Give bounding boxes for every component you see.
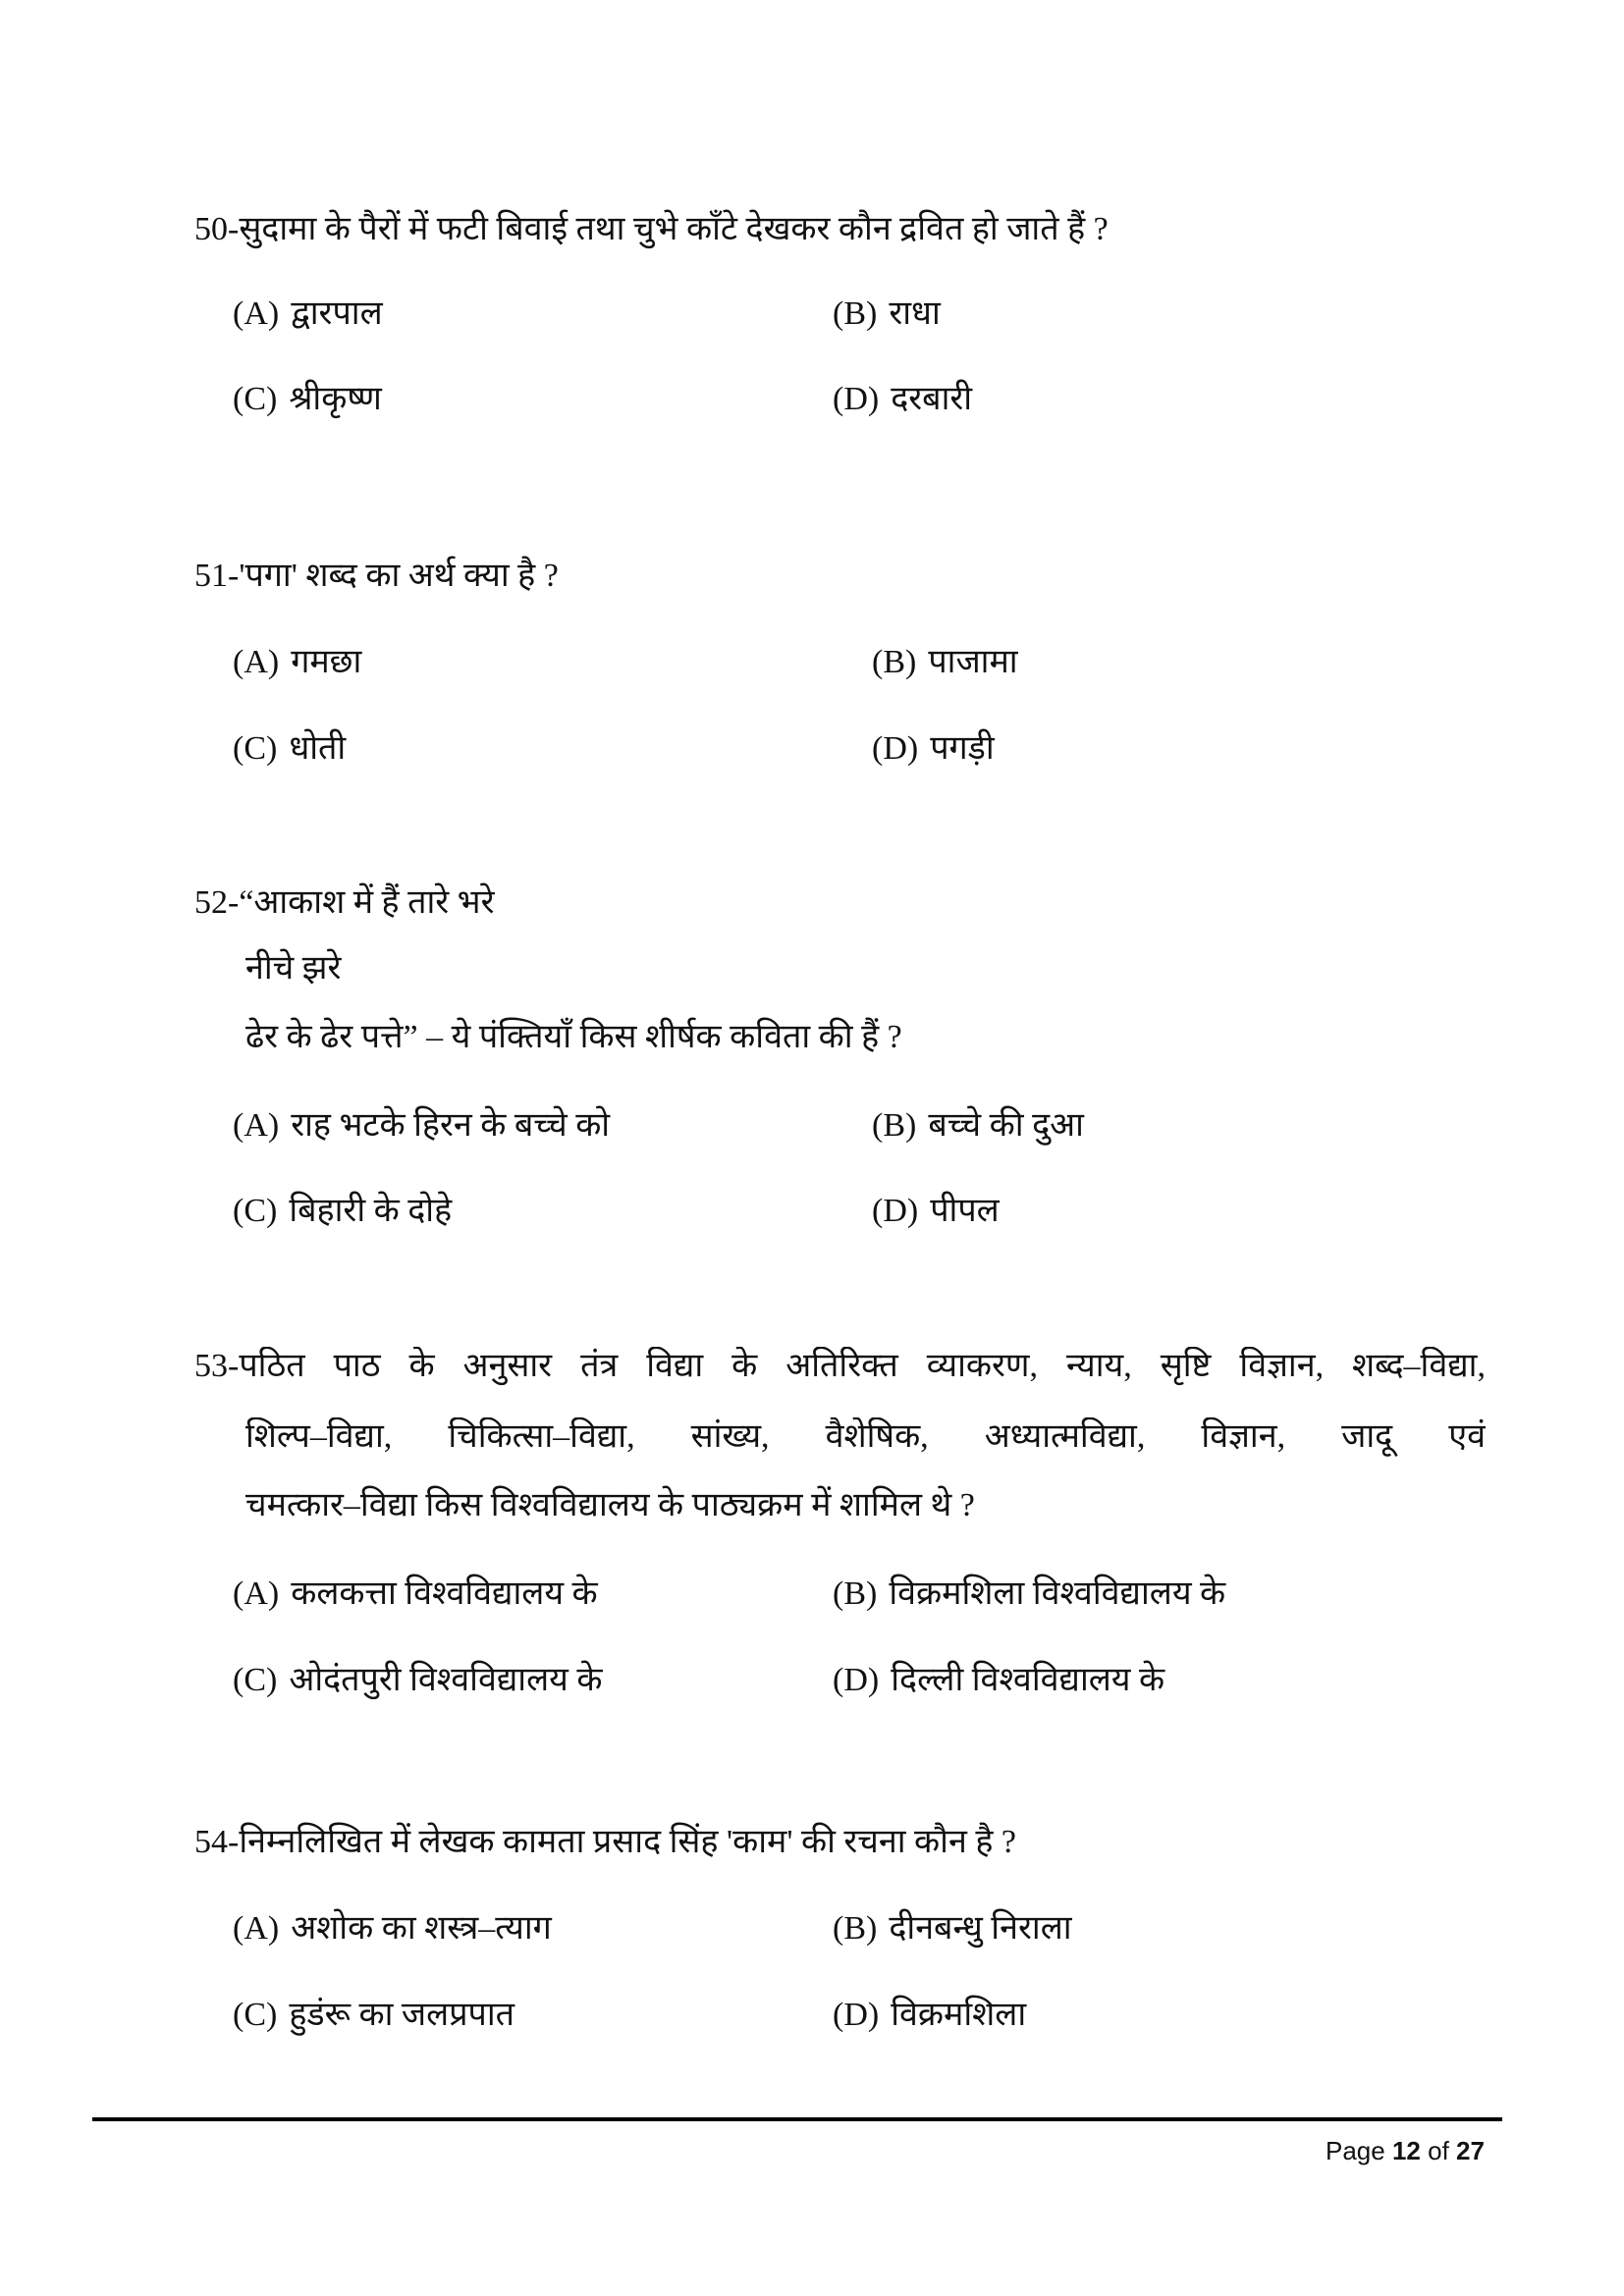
- option-d: [872, 729, 995, 769]
- option-d: [833, 1996, 1026, 2035]
- option-text: बिहारी के दोहे: [289, 1193, 453, 1229]
- question-line-3: चमत्कार–विद्या किस विश्वविद्यालय के पाठ्यक्रम में शामिल थे ?: [245, 1487, 975, 1523]
- option-letter: (A): [233, 1575, 280, 1612]
- option-d: [872, 1192, 1000, 1231]
- option-a: [233, 294, 383, 334]
- option-text: कलकत्ता विश्वविद्यालय के: [291, 1575, 598, 1612]
- option-b: [872, 1106, 1084, 1146]
- current-page: 12: [1391, 2136, 1421, 2165]
- footer-divider: [92, 2117, 1502, 2121]
- question-number: 51-: [194, 558, 240, 594]
- option-letter: (D): [833, 381, 880, 417]
- option-b: [833, 1575, 1225, 1614]
- option-c: [233, 729, 346, 769]
- option-letter: (B): [872, 644, 917, 680]
- option-a: [233, 1106, 610, 1146]
- option-text: दीनबन्धु निराला: [889, 1910, 1072, 1947]
- option-letter: (B): [833, 295, 878, 332]
- question-line: 'पगा' शब्द का अर्थ क्या है ?: [239, 558, 559, 594]
- question-text: [194, 1347, 1486, 1386]
- question-text: [194, 557, 559, 596]
- option-letter: (A): [233, 295, 280, 332]
- option-letter: (C): [233, 1193, 278, 1229]
- option-text: पगड़ी: [930, 730, 995, 767]
- option-letter: (D): [833, 1997, 880, 2033]
- option-text: विक्रमशिला विश्वविद्यालय के: [889, 1575, 1226, 1612]
- option-letter: (A): [233, 1910, 280, 1947]
- option-letter: (A): [233, 1107, 280, 1144]
- option-text: पाजामा: [928, 644, 1018, 680]
- question-line-3: ढेर के ढेर पत्ते” – ये पंक्तियाँ किस शीर्षक कविता की हैं ?: [245, 1019, 902, 1055]
- question-number: 54-: [194, 1824, 240, 1860]
- option-a: [233, 1575, 598, 1614]
- option-text: पीपल: [930, 1193, 1000, 1229]
- option-c: [233, 380, 382, 419]
- option-d: [833, 380, 972, 419]
- option-text: विक्रमशिला: [891, 1997, 1027, 2033]
- option-letter: (B): [833, 1910, 878, 1947]
- option-text: दरबारी: [891, 381, 973, 417]
- option-text: गमछा: [291, 644, 362, 680]
- option-text: हुडंरू का जलप्रपात: [289, 1997, 515, 2033]
- question-line-2: नीचे झरे: [245, 950, 342, 987]
- option-b: [872, 643, 1018, 682]
- option-letter: (A): [233, 644, 280, 680]
- page-number: [1326, 2136, 1485, 2165]
- option-text: बच्चे की दुआ: [928, 1107, 1084, 1144]
- option-letter: (D): [872, 1193, 919, 1229]
- question-line: निम्नलिखित में लेखक कामता प्रसाद सिंह 'काम' की रचना कौन है ?: [239, 1824, 1016, 1860]
- of-label: of: [1428, 2136, 1449, 2165]
- option-letter: (D): [872, 730, 919, 767]
- option-text: द्वारपाल: [291, 295, 383, 332]
- question-line-2: शिल्प–विद्या, चिकित्सा–विद्या, सांख्य, वैशेषिक, अध्यात्मविद्या, विज्ञान, जादू एवं: [245, 1418, 1486, 1455]
- question-number: 53-: [194, 1348, 240, 1384]
- question-number: 52-: [194, 884, 240, 921]
- option-letter: (C): [233, 1997, 278, 2033]
- option-letter: (B): [833, 1575, 878, 1612]
- option-text: श्रीकृष्ण: [289, 381, 382, 417]
- option-a: [233, 643, 361, 682]
- option-b: [833, 294, 941, 334]
- option-d: [833, 1661, 1164, 1700]
- total-pages: 27: [1456, 2136, 1485, 2165]
- option-text: अशोक का शस्त्र–त्याग: [291, 1910, 552, 1947]
- option-text: राह भटके हिरन के बच्चे को: [291, 1107, 611, 1144]
- option-text: राधा: [889, 295, 941, 332]
- question-text: [194, 1823, 1016, 1862]
- option-letter: (C): [233, 1662, 278, 1698]
- question-line: सुदामा के पैरों में फटी बिवाई तथा चुभे काँटे देखकर कौन द्रवित हो जाते हैं ?: [239, 211, 1109, 247]
- question-text: [194, 883, 495, 923]
- option-letter: (C): [233, 730, 278, 767]
- question-text: [194, 210, 1109, 249]
- option-c: [233, 1661, 602, 1700]
- option-text: धोती: [289, 730, 347, 767]
- option-c: [233, 1192, 452, 1231]
- option-a: [233, 1909, 552, 1949]
- option-b: [833, 1909, 1072, 1949]
- option-letter: (C): [233, 381, 278, 417]
- option-c: [233, 1996, 514, 2035]
- question-line: “आकाश में हैं तारे भरे: [239, 884, 495, 921]
- question-line: पठित पाठ के अनुसार तंत्र विद्या के अतिरिक्त व्याकरण, न्याय, सृष्टि विज्ञान, शब्द–विद्या,: [239, 1348, 1486, 1384]
- page-label: Page: [1326, 2136, 1385, 2165]
- option-letter: (D): [833, 1662, 880, 1698]
- option-text: दिल्ली विश्वविद्यालय के: [891, 1662, 1165, 1698]
- question-number: 50-: [194, 211, 240, 247]
- option-text: ओदंतपुरी विश्वविद्यालय के: [289, 1662, 603, 1698]
- option-letter: (B): [872, 1107, 917, 1144]
